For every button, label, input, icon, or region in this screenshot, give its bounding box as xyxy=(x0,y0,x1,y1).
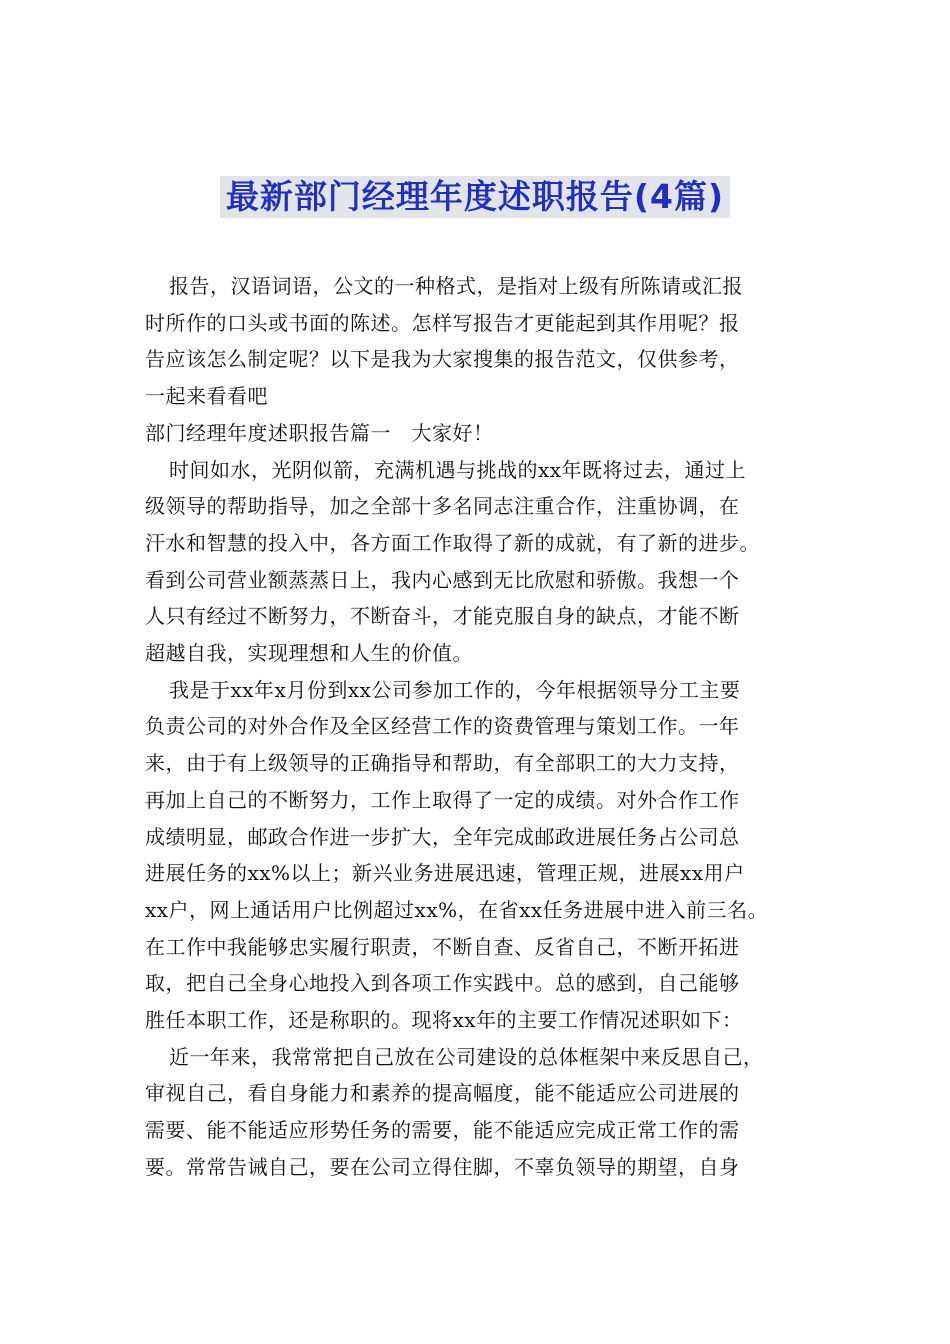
text-line: 级领导的帮助指导，加之全部十多名同志注重合作，注重协调，在 xyxy=(145,494,740,519)
text-line: 时间如水，光阴似箭，充满机遇与挑战的xx年既将过去，通过上 xyxy=(169,457,747,482)
paragraph-p1 xyxy=(145,452,817,672)
text-line: 审视自己，看自身能力和素养的提高幅度，能不能适应公司进展的 xyxy=(145,1081,740,1106)
text-line: 告应该怎么制定呢？以下是我为大家搜集的报告范文，仅供参考， xyxy=(145,347,740,372)
text-line: 负责公司的对外合作及全区经营工作的资费管理与策划工作。一年 xyxy=(145,714,740,739)
text-line: 要。常常告诫自己，要在公司立得住脚，不辜负领导的期望，自身 xyxy=(145,1154,740,1179)
text-line: 一起来看看吧 xyxy=(145,384,268,409)
text-line: 时所作的口头或书面的陈述。怎样写报告才更能起到其作用呢？报 xyxy=(145,310,740,335)
text-line: 在工作中我能够忠实履行职责，不断自查、反省自己，不断开拓进 xyxy=(145,934,740,959)
title-wrap xyxy=(0,176,950,218)
document-title: 最新部门经理年度述职报告(4篇) xyxy=(220,176,730,218)
text-line: 我是于xx年x月份到xx公司参加工作的，今年根据领导分工主要 xyxy=(169,677,741,702)
text-line: 成绩明显，邮政合作进一步扩大，全年完成邮政进展任务占公司总 xyxy=(145,824,740,849)
paragraph-heading xyxy=(145,415,817,452)
text-line: 进展任务的xx%以上；新兴业务进展迅速，管理正规，进展xx用户 xyxy=(145,861,745,886)
text-line: 来，由于有上级领导的正确指导和帮助，有全部职工的大力支持， xyxy=(145,751,740,776)
text-line: 人只有经过不断努力，不断奋斗，才能克服自身的缺点，才能不断 xyxy=(145,604,740,629)
text-line: 再加上自己的不断努力，工作上取得了一定的成绩。对外合作工作 xyxy=(145,787,740,812)
text-line: 需要、能不能适应形势任务的需要，能不能适应完成正常工作的需 xyxy=(145,1118,740,1143)
paragraph-intro xyxy=(145,268,817,415)
paragraph-p2 xyxy=(145,672,817,1039)
text-line: 取，把自己全身心地投入到各项工作实践中。总的感到，自己能够 xyxy=(145,971,740,996)
text-line: xx户，网上通话用户比例超过xx%，在省xx任务进展中进入前三名。 xyxy=(145,897,769,922)
document-body xyxy=(145,268,817,1186)
text-line: 报告，汉语词语，公文的一种格式，是指对上级有所陈请或汇报 xyxy=(169,274,743,298)
text-line: 部门经理年度述职报告篇一 大家好！ xyxy=(145,420,494,445)
text-line: 看到公司营业额蒸蒸日上，我内心感到无比欣慰和骄傲。我想一个 xyxy=(145,567,740,592)
text-line: 胜任本职工作，还是称职的。现将xx年的主要工作情况述职如下： xyxy=(145,1008,743,1033)
text-line: 汗水和智慧的投入中，各方面工作取得了新的成就，有了新的进步。 xyxy=(145,530,760,555)
text-line: 近一年来，我常常把自己放在公司建设的总体框架中来反思自己， xyxy=(169,1044,764,1069)
paragraph-p3 xyxy=(145,1039,817,1186)
text-line: 超越自我，实现理想和人生的价值。 xyxy=(145,641,473,666)
